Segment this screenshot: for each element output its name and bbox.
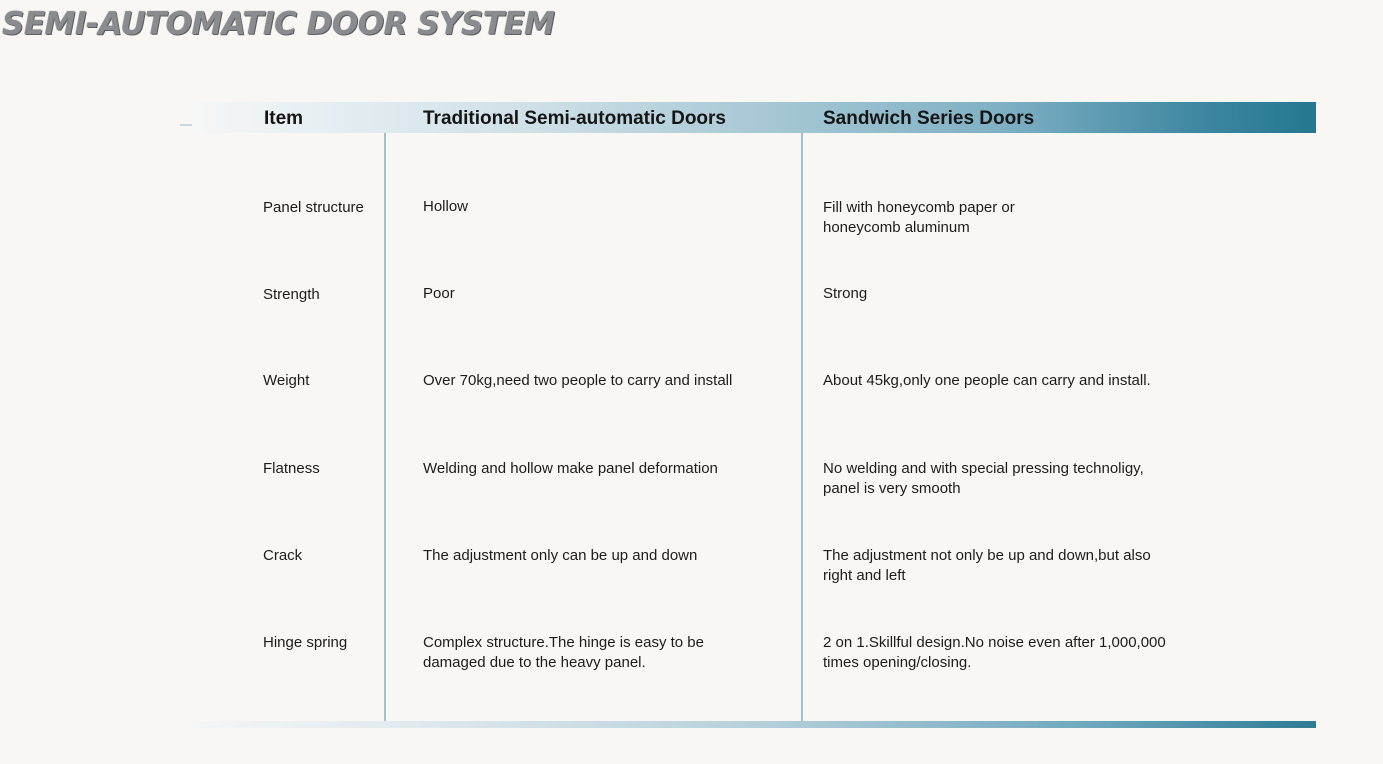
row-sandwich-cell: About 45kg,only one people can carry and install.: [823, 372, 1151, 389]
row-sandwich-cell: Strong: [823, 285, 868, 302]
row-sandwich-cell: The adjustment not only be up and down,but also right and left: [823, 547, 1151, 584]
column-divider: [801, 133, 803, 722]
row-traditional-cell: The adjustment only can be up and down: [423, 547, 698, 564]
row-traditional-cell: Over 70kg,need two people to carry and install: [423, 372, 733, 389]
row-item-cell: Weight: [263, 372, 310, 389]
row-traditional-cell: Complex structure.The hinge is easy to be damaged due to the heavy panel.: [423, 634, 704, 671]
header-traditional: Traditional Semi-automatic Doors: [423, 108, 726, 129]
page-title: SEMI-AUTOMATIC DOOR SYSTEM: [2, 6, 555, 42]
row-traditional-cell: Hollow: [423, 198, 469, 215]
row-traditional-cell: Poor: [423, 285, 455, 302]
row-item-cell: Panel structure: [263, 199, 364, 216]
row-traditional-cell: Welding and hollow make panel deformation: [423, 460, 718, 477]
row-item-cell: Hinge spring: [263, 634, 348, 651]
row-item-cell: Flatness: [263, 460, 320, 477]
row-item-cell: Crack: [263, 547, 303, 564]
column-divider: [384, 133, 386, 722]
row-sandwich-cell: No welding and with special pressing technoligy, panel is very smooth: [823, 460, 1144, 497]
table-bottom-bar: [192, 721, 1316, 728]
header-item: Item: [264, 108, 304, 129]
row-item-cell: Strength: [263, 286, 320, 303]
table-header-bar: [192, 102, 1316, 133]
row-sandwich-cell: Fill with honeycomb paper or honeycomb aluminum: [823, 199, 1015, 236]
row-sandwich-cell: 2 on 1.Skillful design.No noise even after 1,000,000 times opening/closing.: [823, 634, 1166, 671]
header-sandwich: Sandwich Series Doors: [823, 108, 1035, 129]
